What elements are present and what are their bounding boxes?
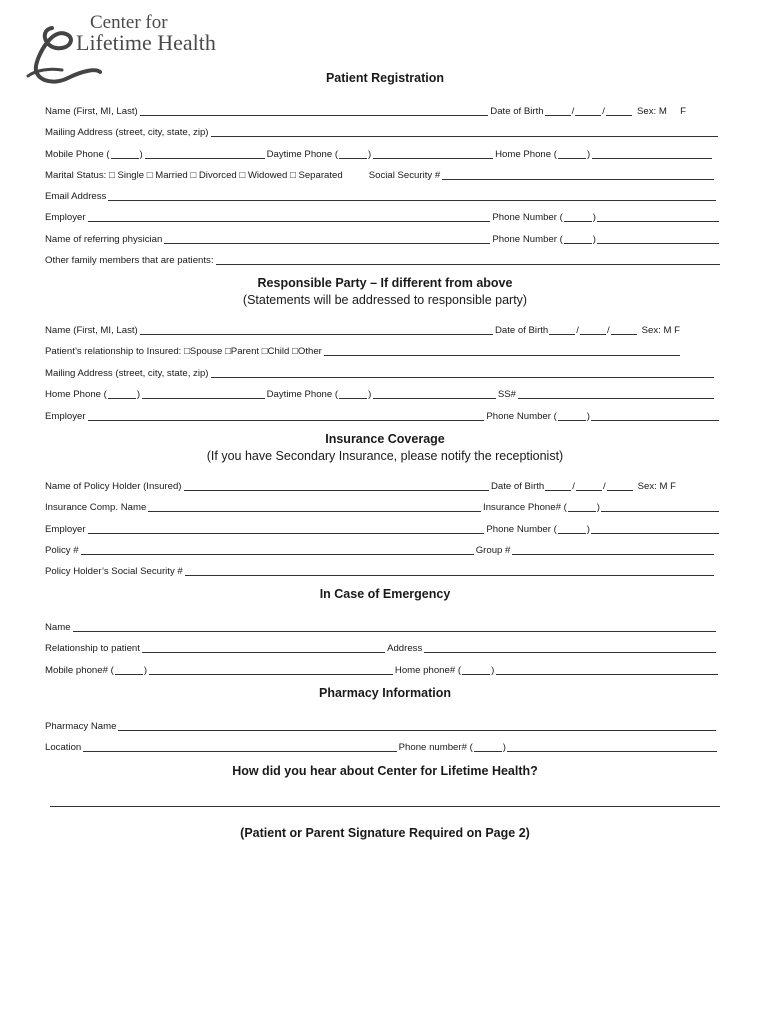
row-mailing-address (45, 125, 720, 139)
row-email (45, 189, 718, 203)
field-employer[interactable] (88, 221, 491, 222)
label-phone-number: Phone Number ( (492, 212, 563, 223)
dob-slash: / (572, 481, 575, 492)
paren: ) (136, 389, 141, 400)
label-mailing-address: Mailing Address (street, city, state, zip) (45, 127, 209, 138)
field-employer-area[interactable] (564, 221, 592, 222)
field-em-mobile-area[interactable] (115, 674, 143, 675)
field-em-home-phone[interactable] (496, 674, 718, 675)
field-rp-dob-year[interactable] (611, 334, 637, 335)
field-dob-year[interactable] (606, 115, 632, 116)
row-emergency-phones (45, 663, 720, 677)
paren: ) (592, 212, 596, 223)
field-rp-daytime-phone[interactable] (373, 398, 496, 399)
paren: ) (586, 524, 590, 535)
field-email[interactable] (108, 200, 716, 201)
field-daytime-area[interactable] (339, 158, 367, 159)
row-rp-employer (45, 409, 720, 423)
field-rp-employer-phone[interactable] (591, 420, 719, 421)
label-name: Name (45, 622, 71, 633)
label-dob: Date of Birth (494, 325, 549, 336)
field-rp-dob-month[interactable] (549, 334, 575, 335)
label-holder-social-security: Policy Holder’s Social Security # (45, 566, 183, 577)
label-name: Name (First, MI, Last) (45, 325, 138, 336)
field-em-home-area[interactable] (462, 674, 490, 675)
field-emergency-relationship[interactable] (142, 652, 385, 653)
label-sex: Sex: M F (637, 481, 676, 492)
referral-question: How did you hear about Center for Lifetime Health? (232, 764, 538, 778)
label-employer: Employer (45, 524, 86, 535)
label-sex: Sex: M F (636, 106, 686, 117)
paren: ) (592, 234, 596, 245)
field-ph-dob-month[interactable] (545, 490, 571, 491)
label-name: Name (First, MI, Last) (45, 106, 138, 117)
row-rp-phones (45, 387, 716, 401)
paren: ) (139, 149, 143, 160)
label-ss: SS# (497, 389, 516, 400)
responsible-party-heading: Responsible Party – If different from above (257, 276, 513, 290)
field-pharmacy-location[interactable] (83, 751, 396, 752)
field-rp-employer-area[interactable] (558, 420, 586, 421)
field-dob-month[interactable] (545, 115, 571, 116)
field-ins-employer[interactable] (88, 533, 485, 534)
row-rp-mailing (45, 366, 716, 380)
row-family (45, 253, 722, 267)
dob-slash: / (576, 325, 579, 336)
logo-text-line1: Center for (90, 12, 168, 33)
row-holder-ss (45, 564, 716, 578)
field-dob-day[interactable] (575, 115, 601, 116)
insurance-subheading: (If you have Secondary Insurance, please notify the receptionist) (206, 449, 564, 463)
field-pharmacy-phone[interactable] (507, 751, 717, 752)
dob-slash: / (602, 106, 605, 117)
label-phone-number: Phone Number ( (492, 234, 563, 245)
row-referring (45, 232, 720, 246)
label-employer: Employer (45, 411, 86, 422)
logo-text-line2: Lifetime Health (76, 30, 216, 55)
field-referring-area[interactable] (564, 243, 592, 244)
row-policy (45, 543, 716, 557)
label-home-phone: Home phone# ( (394, 665, 462, 676)
field-social-security[interactable] (442, 179, 714, 180)
label-pharmacy-name: Pharmacy Name (45, 721, 117, 732)
field-pharmacy-name[interactable] (118, 730, 716, 731)
field-policy-number[interactable] (81, 554, 474, 555)
field-home-area[interactable] (558, 158, 586, 159)
field-rp-mailing-address[interactable] (211, 377, 714, 378)
dob-slash: / (571, 106, 575, 117)
paren: ) (143, 665, 148, 676)
label-mobile-phone: Mobile phone# ( (45, 665, 114, 676)
signature-note: (Patient or Parent Signature Required on Page 2) (240, 826, 530, 840)
label-pharmacy-phone: Phone number# ( (398, 742, 473, 753)
emergency-heading: In Case of Emergency (319, 587, 451, 601)
field-policy-holder[interactable] (184, 490, 489, 491)
row-pharmacy-name (45, 719, 718, 733)
field-ins-phone-area[interactable] (568, 511, 596, 512)
row-emergency-relationship (45, 641, 718, 655)
field-rp-dob-day[interactable] (580, 334, 606, 335)
field-group-number[interactable] (512, 554, 714, 555)
label-sex: Sex: M F (641, 325, 680, 336)
field-daytime-phone[interactable] (373, 158, 493, 159)
field-employer-phone[interactable] (597, 221, 719, 222)
paren: ) (368, 389, 372, 400)
field-insurance-company[interactable] (148, 511, 481, 512)
label-phone-number: Phone Number ( (486, 524, 557, 535)
pharmacy-heading: Pharmacy Information (319, 686, 451, 700)
dob-slash: / (602, 481, 606, 492)
field-holder-social-security[interactable] (185, 575, 714, 576)
insurance-heading: Insurance Coverage (325, 432, 445, 446)
field-referral-answer[interactable] (50, 806, 720, 807)
field-emergency-name[interactable] (73, 631, 716, 632)
label-home-phone: Home Phone ( (495, 149, 557, 160)
row-rp-relationship (45, 344, 682, 358)
row-rp-name (45, 323, 680, 337)
field-referring-phone[interactable] (597, 243, 719, 244)
field-rp-ss[interactable] (518, 398, 714, 399)
label-location: Location (45, 742, 82, 753)
field-mailing-address[interactable] (211, 136, 718, 137)
row-policy-holder (45, 479, 676, 493)
row-emergency-name (45, 620, 718, 634)
field-ins-employer-area[interactable] (558, 533, 586, 534)
label-home-phone: Home Phone ( (45, 389, 107, 400)
field-pharmacy-area[interactable] (474, 751, 502, 752)
field-mobile-phone[interactable] (145, 158, 265, 159)
paren: ) (586, 411, 590, 422)
label-email: Email Address (45, 191, 107, 202)
label-insurance-company: Insurance Comp. Name (45, 502, 147, 513)
label-mobile-phone: Mobile Phone ( (45, 149, 110, 160)
label-dob: Date of Birth (490, 481, 545, 492)
row-phones (45, 147, 714, 161)
field-em-mobile-phone[interactable] (149, 674, 393, 675)
label-family-members: Other family members that are patients: (45, 255, 214, 266)
field-ph-dob-day[interactable] (576, 490, 602, 491)
page-title: Patient Registration (325, 71, 445, 85)
label-daytime-phone: Daytime Phone ( (266, 389, 339, 400)
field-insurance-phone[interactable] (601, 511, 719, 512)
paren: ) (586, 149, 591, 160)
label-insurance-phone: Insurance Phone# ( (483, 502, 567, 513)
row-insurance-company (45, 500, 720, 514)
field-ins-employer-phone[interactable] (591, 533, 719, 534)
field-family-members[interactable] (216, 264, 721, 265)
field-mobile-area[interactable] (111, 158, 139, 159)
label-relationship-to-insured[interactable]: Patient’s relationship to Insured: □Spouse □Parent □Child □Other (45, 346, 322, 357)
paren: ) (502, 742, 506, 753)
paren: ) (368, 149, 372, 160)
label-dob: Date of Birth (490, 106, 544, 117)
dob-slash: / (606, 325, 610, 336)
field-rp-daytime-area[interactable] (339, 398, 367, 399)
label-phone-number: Phone Number ( (486, 411, 557, 422)
field-rp-home-phone[interactable] (142, 398, 265, 399)
field-rp-home-area[interactable] (108, 398, 136, 399)
label-employer: Employer (45, 212, 86, 223)
label-referring-physician: Name of referring physician (45, 234, 163, 245)
paren: ) (596, 502, 600, 513)
label-address: Address (387, 643, 423, 654)
label-policy-holder: Name of Policy Holder (Insured) (45, 481, 182, 492)
label-mailing-address: Mailing Address (street, city, state, zip) (45, 368, 209, 379)
label-group-number: Group # (475, 545, 511, 556)
label-policy-number: Policy # (45, 545, 79, 556)
field-emergency-address[interactable] (424, 652, 716, 653)
row-pharmacy-location (45, 740, 718, 754)
field-home-phone[interactable] (592, 158, 712, 159)
field-ph-dob-year[interactable] (607, 490, 633, 491)
field-referring-physician[interactable] (164, 243, 490, 244)
paren: ) (491, 665, 495, 676)
row-employer (45, 210, 720, 224)
row-ins-employer (45, 522, 720, 536)
responsible-party-subheading: (Statements will be addressed to responsible party) (242, 293, 528, 307)
label-marital-status[interactable]: Marital Status: □ Single □ Married □ Divorced □ Widowed □ Separated (45, 170, 343, 181)
field-patient-name[interactable] (140, 115, 489, 116)
label-relationship: Relationship to patient (45, 643, 140, 654)
row-patient-name (45, 104, 686, 118)
label-social-security: Social Security # (368, 170, 441, 181)
field-relationship-other[interactable] (324, 355, 680, 356)
field-rp-employer[interactable] (88, 420, 485, 421)
label-daytime-phone: Daytime Phone ( (266, 149, 339, 160)
field-rp-name[interactable] (140, 334, 493, 335)
row-marital (45, 168, 716, 182)
